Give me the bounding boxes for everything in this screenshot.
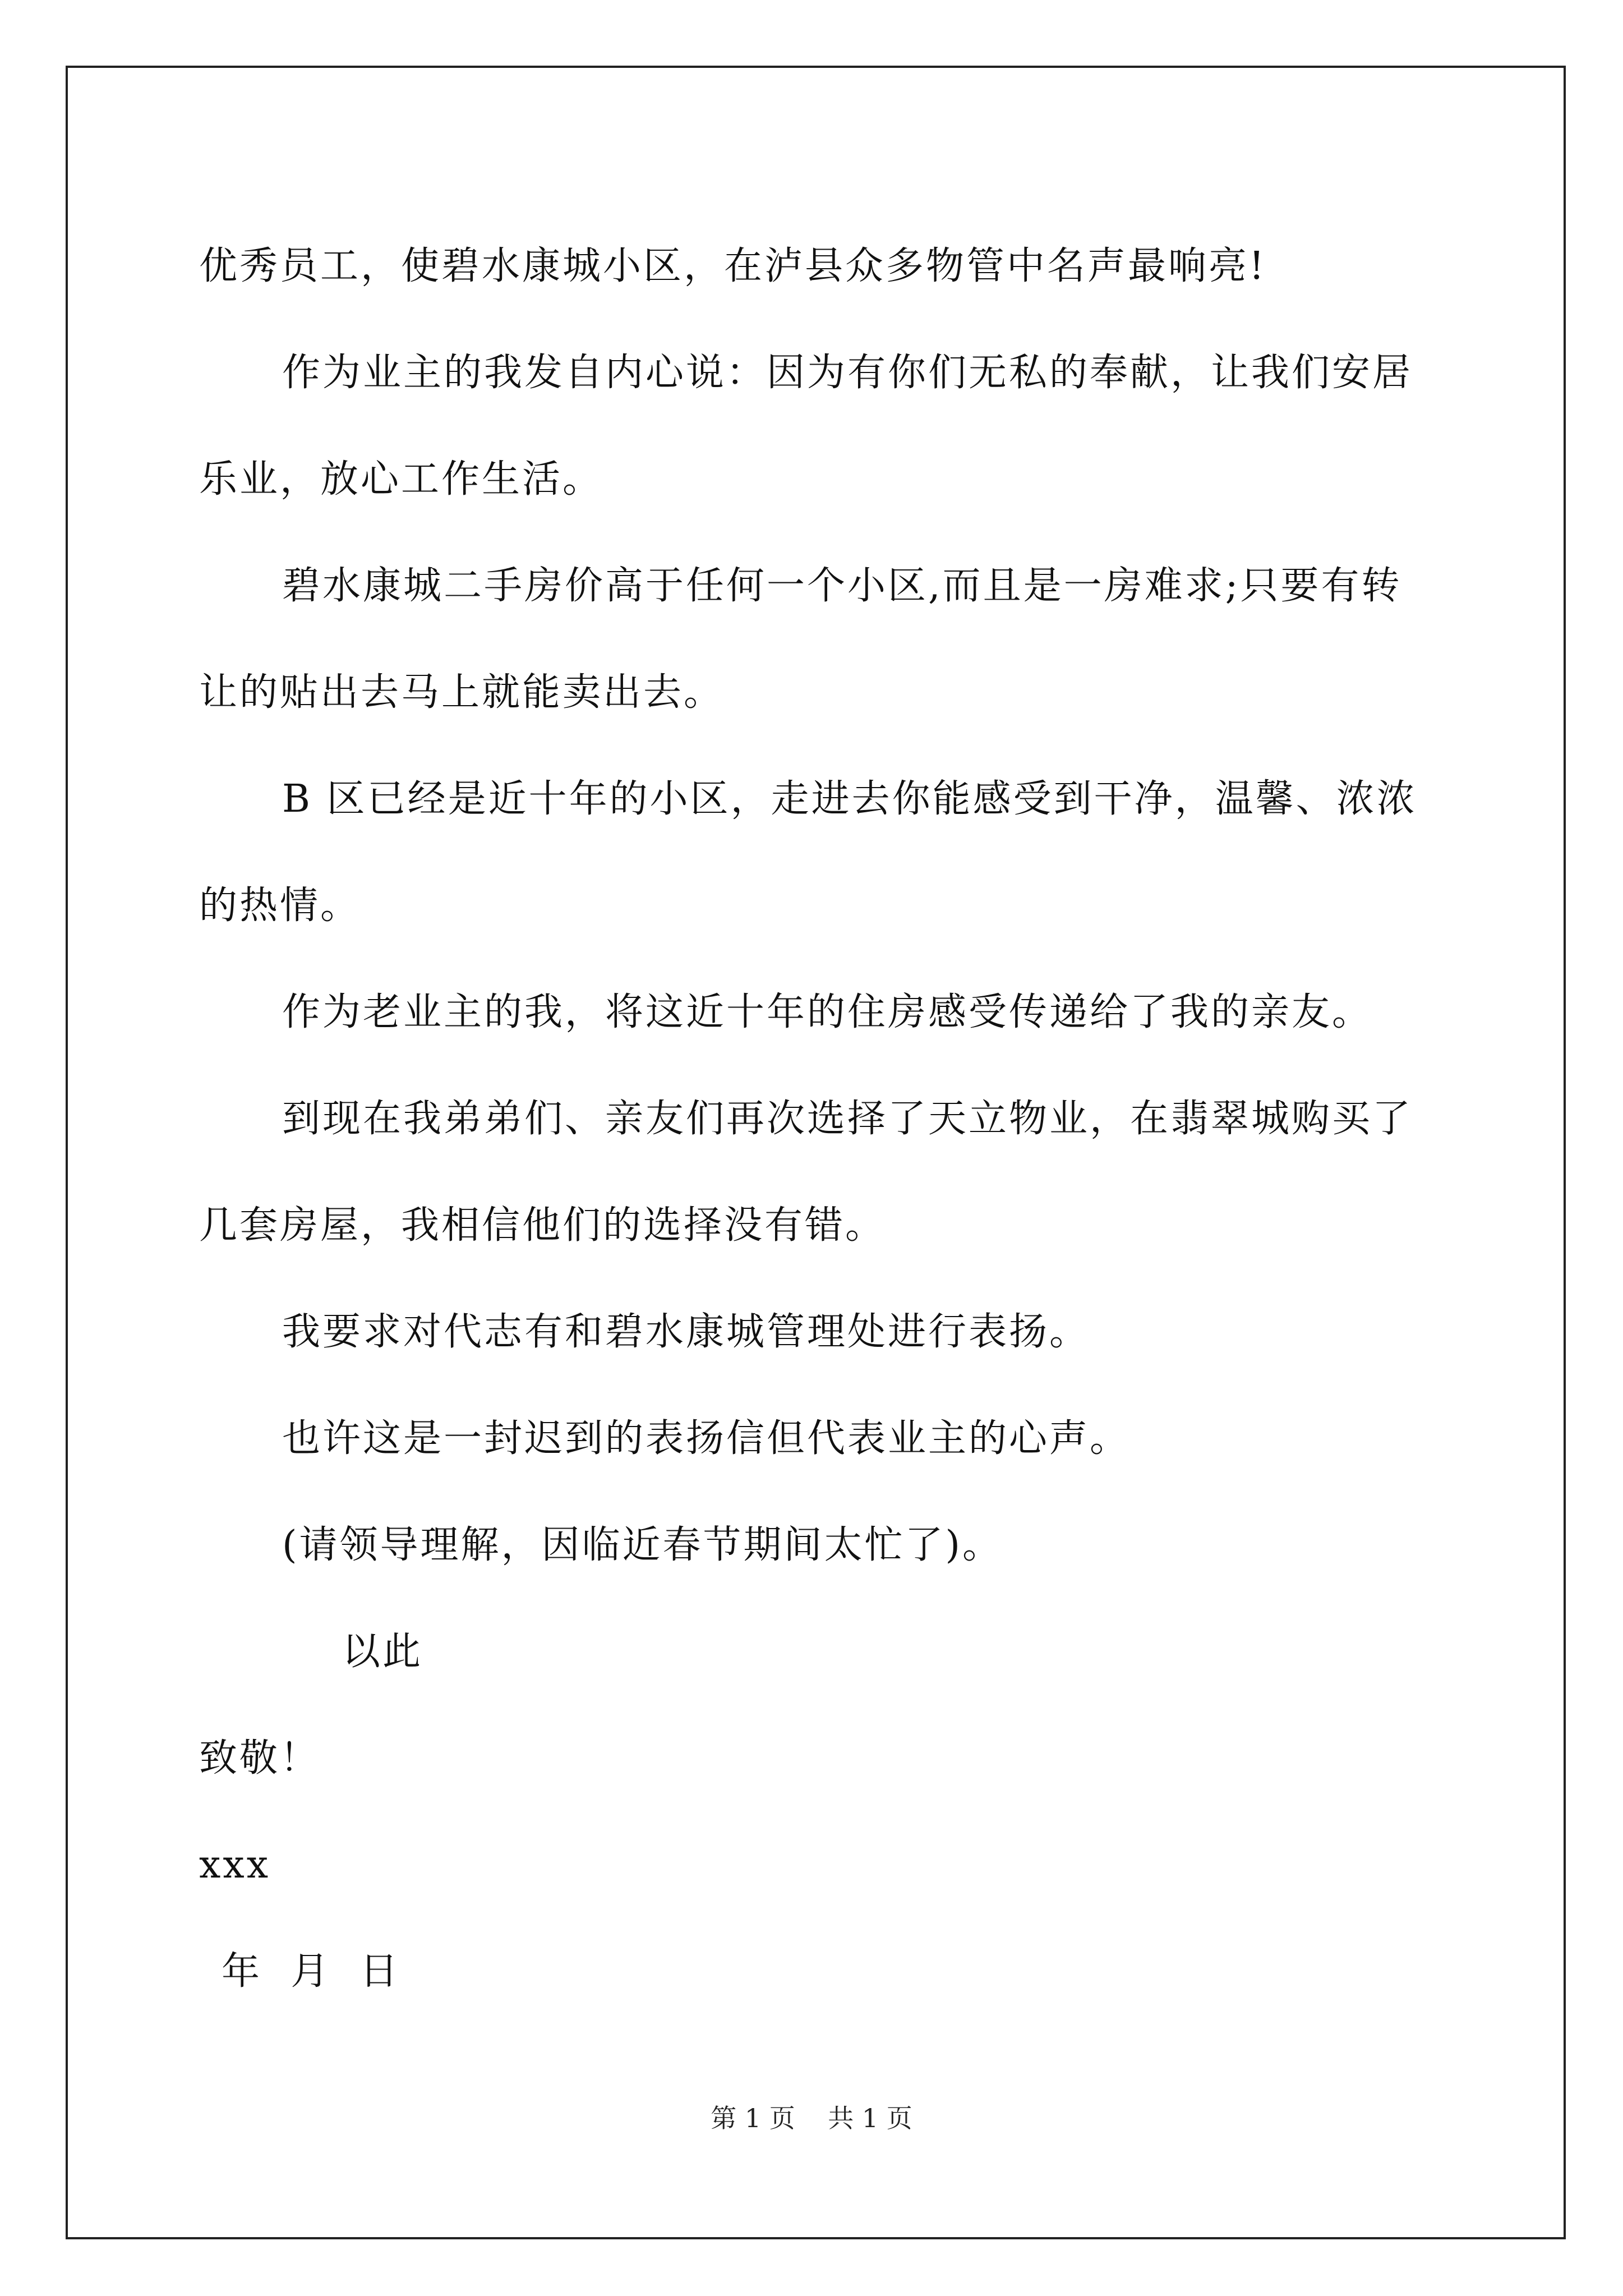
letter-line: 乐业，放心工作生活。 xyxy=(199,457,603,501)
letter-line: 让的贴出去马上就能卖出去。 xyxy=(199,670,725,715)
letter-line: 我要求对代志有和碧水康城管理处进行表扬。 xyxy=(282,1310,1090,1354)
letter-line: 作为老业主的我，将这近十年的住房感受传递给了我的亲友。 xyxy=(282,990,1373,1034)
letter-line: 到现在我弟弟们、亲友们再次选择了天立物业，在翡翠城购买了 xyxy=(282,1097,1413,1141)
signature-date: 年 月 日 xyxy=(222,1949,400,1994)
page-footer: 第 1 页 共 1 页 xyxy=(711,2103,912,2133)
signature-name: xxx xyxy=(199,1843,271,1887)
letter-line: B 区已经是近十年的小区，走进去你能感受到干净，温馨、浓浓 xyxy=(282,777,1417,821)
letter-line: 几套房屋，我相信他们的选择没有错。 xyxy=(199,1203,886,1248)
letter-line: 的热情。 xyxy=(199,884,361,928)
closing-phrase: 以此 xyxy=(342,1630,423,1674)
salutation: 致敬！ xyxy=(199,1736,321,1780)
letter-body xyxy=(199,213,1433,2025)
letter-line: 作为业主的我发自内心说：因为有你们无私的奉献，让我们安居 xyxy=(282,351,1413,395)
letter-line: 也许这是一封迟到的表扬信但代表业主的心声。 xyxy=(282,1416,1131,1461)
letter-line: (请领导理解，因临近春节期间太忙了)。 xyxy=(282,1523,1003,1567)
letter-line: 碧水康城二手房价高于任何一个小区,而且是一房难求;只要有转 xyxy=(282,564,1402,608)
letter-line: 优秀员工，使碧水康城小区，在泸县众多物管中名声最响亮! xyxy=(199,244,1267,288)
